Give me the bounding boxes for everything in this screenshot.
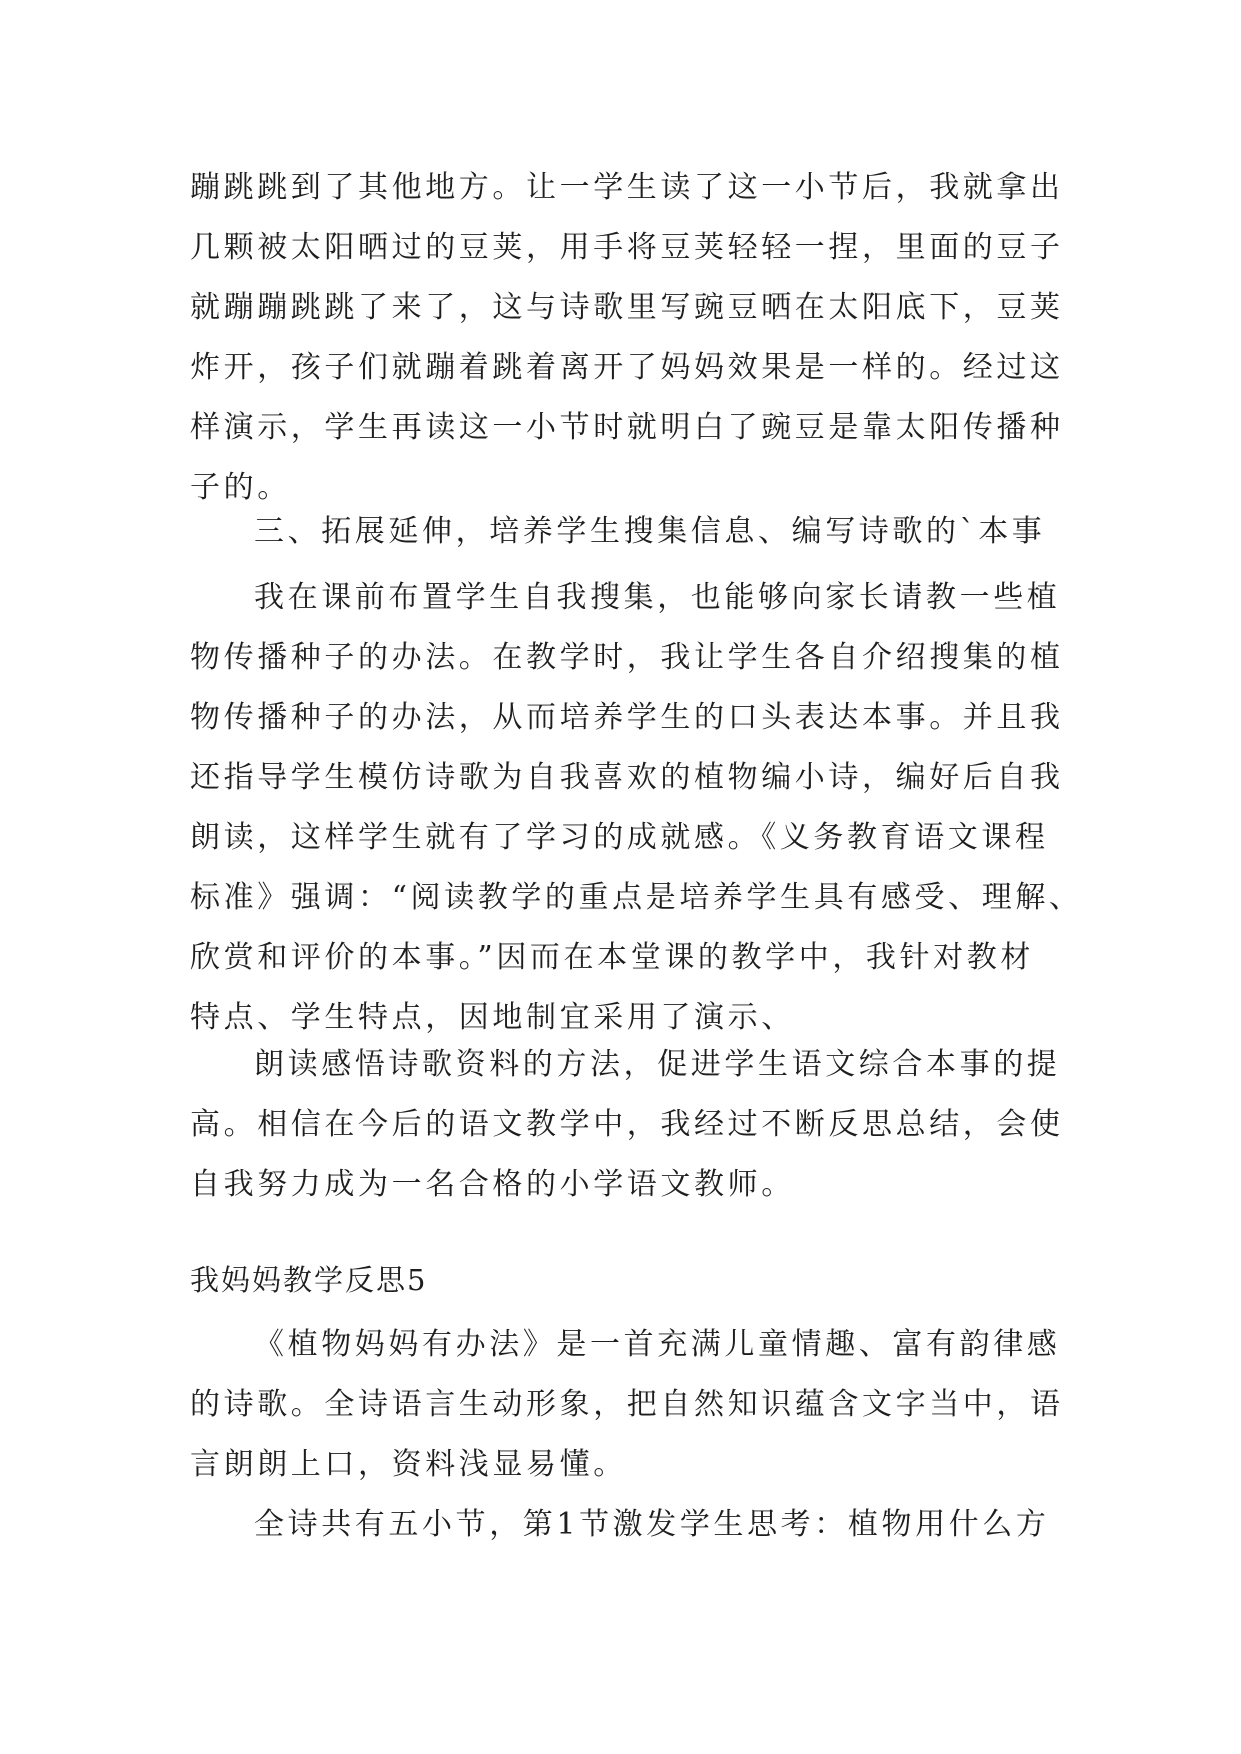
paragraph-collect-info — [190, 568, 1083, 1048]
text-line: 高。相信在今后的语文教学中，我经过不断反思总结，会使 — [190, 1107, 1064, 1142]
text-line: 还指导学生模仿诗歌为自我喜欢的植物编小诗，编好后自我 — [190, 760, 1064, 795]
article-title-5 — [190, 1250, 1050, 1310]
text-line: 子的。 — [190, 470, 291, 505]
text-line: 的诗歌。全诗语言生动形象，把自然知识蕴含文字当中，语 — [190, 1387, 1064, 1422]
text-line: 自我努力成为一名合格的小学语文教师。 — [190, 1167, 795, 1202]
text-line: 就蹦蹦跳跳了来了，这与诗歌里写豌豆晒在太阳底下，豆荚 — [190, 290, 1064, 325]
section-heading-extension — [190, 502, 1050, 562]
text-line: 几颗被太阳晒过的豆荚，用手将豆荚轻轻一捏，里面的豆子 — [190, 230, 1064, 265]
text-line: 《植物妈妈有办法》是一首充满儿童情趣、富有韵律感 — [254, 1327, 1061, 1362]
text-line: 言朗朗上口，资料浅显易懂。 — [190, 1447, 627, 1482]
text-line: 样演示，学生再读这一小节时就明白了豌豆是靠太阳传播种 — [190, 410, 1064, 445]
text-line: 特点、学生特点，因地制宜采用了演示、 — [190, 1000, 795, 1035]
text-line: 欣赏和评价的本事。”因而在本堂课的教学中，我针对教材 — [190, 940, 1034, 975]
paragraph-poem-structure — [190, 1495, 1050, 1555]
paragraph-poem-intro — [190, 1315, 1064, 1495]
text-line: 我在课前布置学生自我搜集，也能够向家长请教一些植 — [254, 580, 1061, 615]
text-line: 物传播种子的办法，从而培养学生的口头表达本事。并且我 — [190, 700, 1064, 735]
text-line: 物传播种子的办法。在教学时，我让学生各自介绍搜集的植 — [190, 640, 1064, 675]
paragraph-bean-demo — [190, 158, 1064, 518]
text-line: 朗读，这样学生就有了学习的成就感。《义务教育语文课程 — [190, 820, 1049, 855]
text-line: 朗读感悟诗歌资料的方法，促进学生语文综合本事的提 — [254, 1047, 1061, 1082]
paragraph-conclusion — [190, 1035, 1064, 1215]
section-heading: 三、拓展延伸，培养学生搜集信息、编写诗歌的`本事 — [254, 514, 1046, 549]
text-line: 标准》强调：“阅读教学的重点是培养学生具有感受、理解、 — [190, 880, 1083, 915]
text-line: 蹦跳跳到了其他地方。让一学生读了这一小节后，我就拿出 — [190, 170, 1064, 205]
text-line: 全诗共有五小节，第1节激发学生思考：植物用什么方 — [254, 1507, 1050, 1542]
article-title: 我妈妈教学反思5 — [190, 1263, 428, 1297]
text-line: 炸开，孩子们就蹦着跳着离开了妈妈效果是一样的。经过这 — [190, 350, 1064, 385]
